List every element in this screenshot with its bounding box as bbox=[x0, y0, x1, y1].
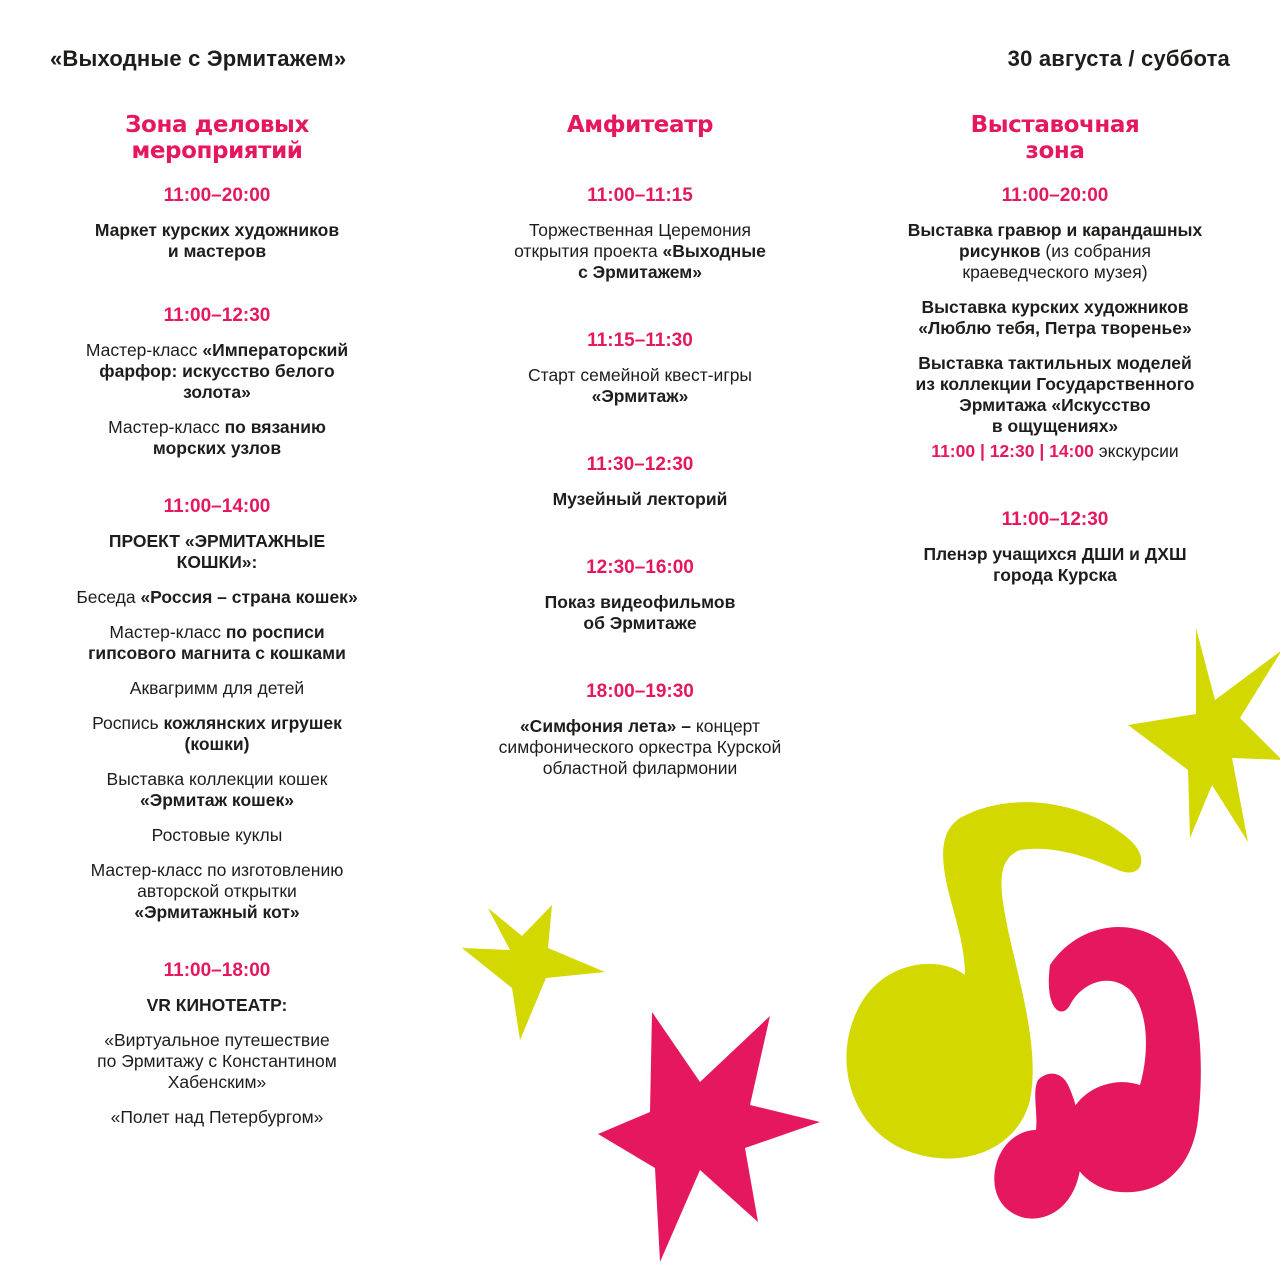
schedule-block bbox=[40, 959, 394, 1128]
event-item: «Полет над Петербургом» bbox=[110, 1107, 324, 1127]
event-item: VR КИНОТЕАТР: bbox=[146, 995, 288, 1015]
event-item: Мастер-класс по изготовлению авторской открытки «Эрмитажный кот» bbox=[90, 860, 344, 922]
event-item: Пленэр учащихся ДШИ и ДХШ города Курска bbox=[923, 544, 1187, 585]
event-item: «Симфония лета» – концерт симфонического оркестра Курской областной филармонии bbox=[498, 716, 782, 778]
time-slot: 11:00–20:00 bbox=[1001, 185, 1109, 206]
time-slot: 11:00–12:30 bbox=[1001, 509, 1109, 530]
zone-title: Зона деловых мероприятий bbox=[125, 112, 309, 164]
event-item: Показ видеофильмов об Эрмитаже bbox=[544, 592, 736, 633]
time-slot: 11:00–12:30 bbox=[163, 305, 271, 326]
time-slot: 11:30–12:30 bbox=[586, 454, 694, 475]
schedule-block bbox=[460, 184, 820, 283]
schedule-block bbox=[460, 453, 820, 510]
event-item: Мастер-класс «Императорский фарфор: искусство белого золота» bbox=[85, 340, 349, 402]
event-item: Роспись кожлянских игрушек (кошки) bbox=[92, 713, 342, 754]
page-title: «Выходные с Эрмитажем» bbox=[50, 46, 347, 71]
star-icon bbox=[598, 1012, 820, 1262]
schedule-block bbox=[40, 304, 394, 459]
event-item: ПРОЕКТ «ЭРМИТАЖНЫЕ КОШКИ»: bbox=[108, 531, 326, 572]
event-item: «Виртуальное путешествие по Эрмитажу с Константином Хабенским» bbox=[97, 1030, 337, 1092]
event-item: Выставка курских художников «Люблю тебя, Петра творенье» bbox=[918, 297, 1192, 338]
star-icon bbox=[462, 905, 605, 1040]
event-item: Выставка тактильных моделей из коллекции Государственного Эрмитажа «Искусство в ощущениях» bbox=[915, 353, 1195, 436]
time-slot: 18:00–19:30 bbox=[586, 681, 694, 702]
schedule-block bbox=[870, 508, 1240, 586]
exhibition-zone-column bbox=[870, 112, 1240, 620]
time-slot: 11:00–20:00 bbox=[163, 185, 271, 206]
time-slot: 11:00–14:00 bbox=[163, 496, 271, 517]
event-item: Мастер-класс по вязанию морских узлов bbox=[108, 417, 326, 458]
event-item: Торжественная Церемония открытия проекта «Выходные с Эрмитажем» bbox=[514, 220, 766, 282]
schedule-block bbox=[460, 680, 820, 779]
event-item: Выставка гравюр и карандашных рисунков (из собрания краеведческого музея) bbox=[907, 220, 1203, 282]
event-date: 30 августа / суббота bbox=[1007, 46, 1230, 71]
time-slot: 11:00–18:00 bbox=[163, 960, 271, 981]
star-icon bbox=[1128, 628, 1280, 842]
music-note-icon bbox=[846, 802, 1200, 1218]
zone-title: Выставочная зона bbox=[970, 112, 1140, 164]
schedule-block bbox=[460, 556, 820, 634]
schedule-block bbox=[40, 495, 394, 923]
schedule-block bbox=[40, 184, 394, 262]
schedule-block bbox=[870, 184, 1240, 462]
event-item: Выставка коллекции кошек «Эрмитаж кошек» bbox=[106, 769, 328, 810]
event-item: Старт семейной квест-игры «Эрмитаж» bbox=[527, 365, 753, 406]
event-item: Музейный лекторий bbox=[552, 489, 728, 509]
time-slot: 11:00–11:15 bbox=[587, 185, 693, 206]
schedule-block bbox=[460, 329, 820, 407]
time-slot: 11:15–11:30 bbox=[587, 330, 693, 351]
tour-times: 11:00 | 12:30 | 14:00 экскурсии bbox=[931, 441, 1179, 461]
event-item: Беседа «Россия – страна кошек» bbox=[76, 587, 358, 607]
business-zone-column bbox=[40, 112, 394, 1162]
event-item: Маркет курских художников и мастеров bbox=[94, 220, 340, 261]
time-slot: 12:30–16:00 bbox=[586, 557, 694, 578]
event-item: Мастер-класс по росписи гипсового магнита с кошками bbox=[88, 622, 346, 663]
event-item: Ростовые куклы bbox=[151, 825, 283, 845]
event-item: Аквагримм для детей bbox=[129, 678, 305, 698]
amphitheater-column bbox=[460, 112, 820, 813]
zone-title: Амфитеатр bbox=[566, 112, 714, 138]
